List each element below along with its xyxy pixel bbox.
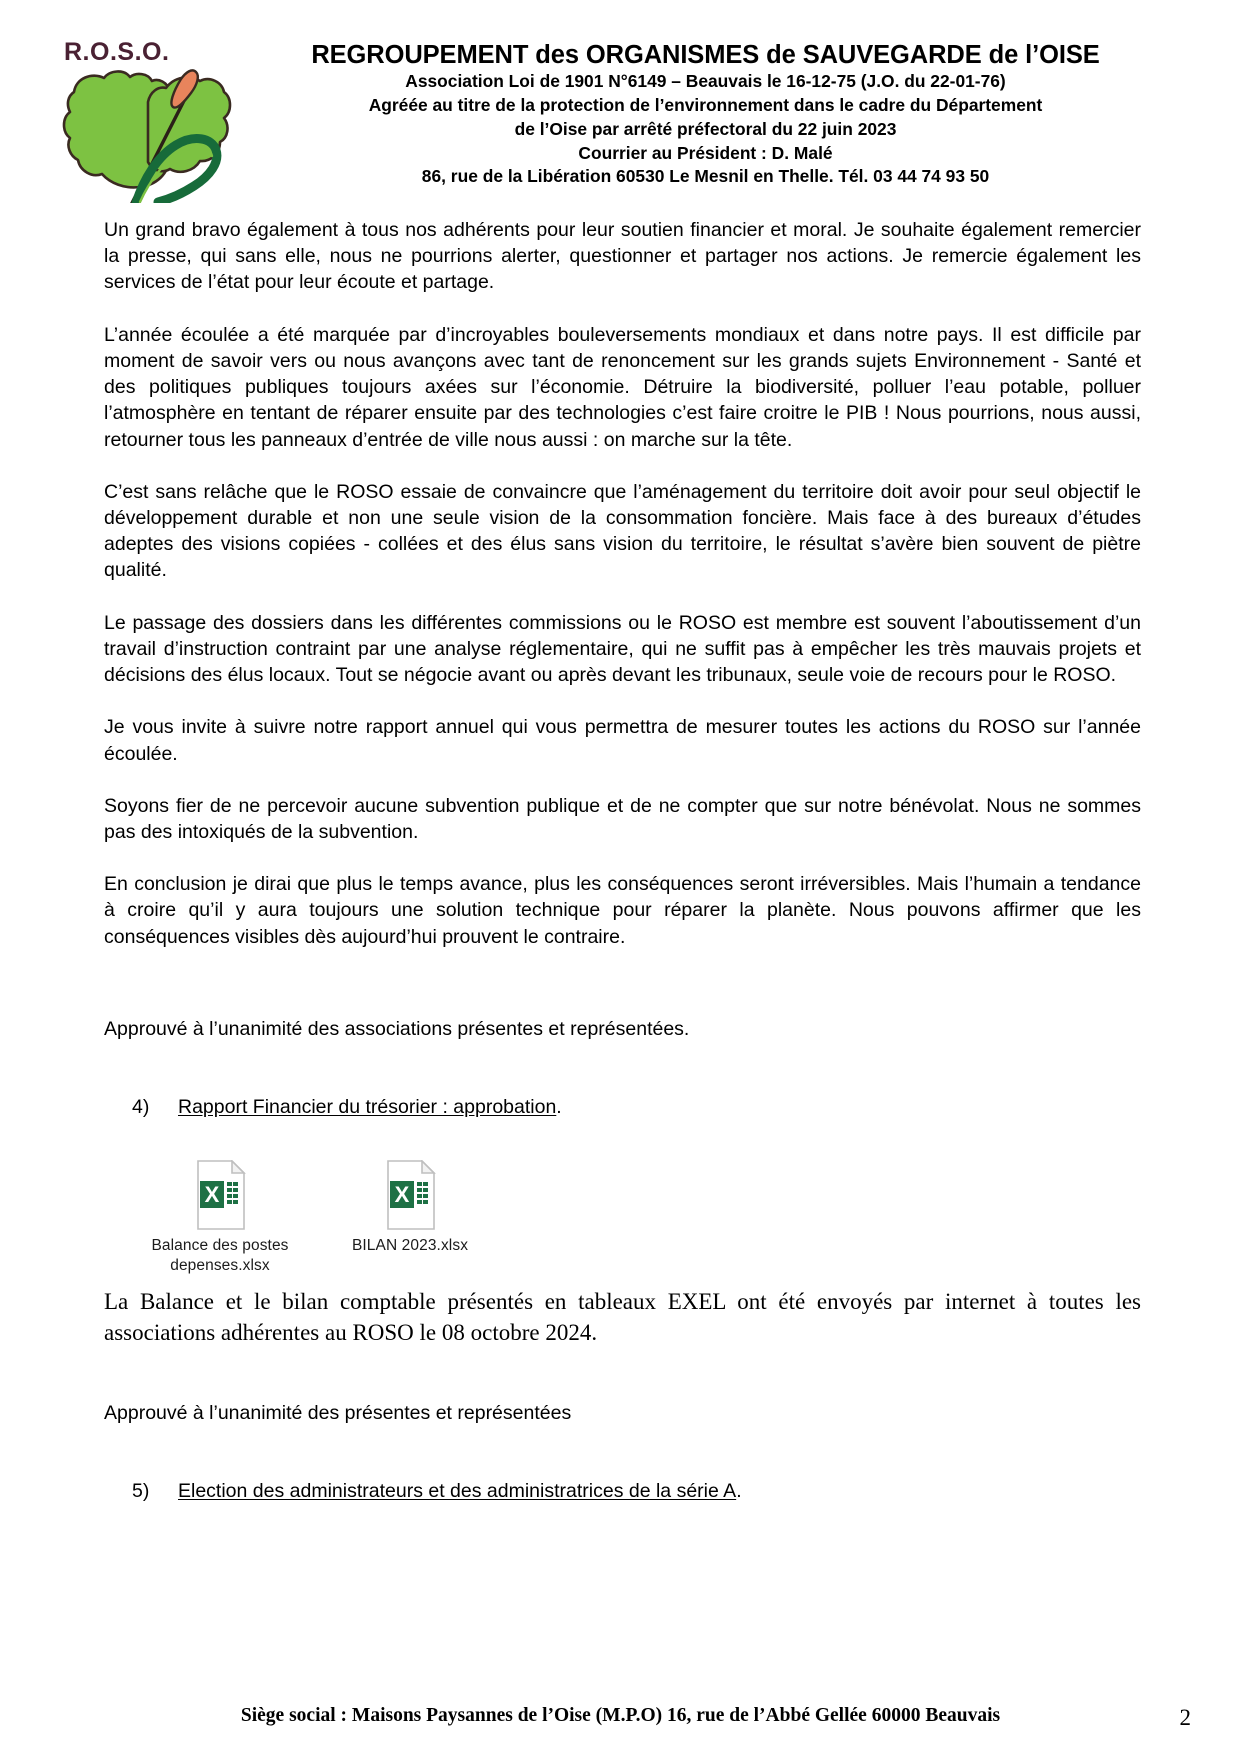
file-name-label: BILAN 2023.xlsx: [351, 1237, 469, 1255]
excel-file-icon: [191, 1160, 249, 1230]
approval-statement-associations: Approuvé à l’unanimité des associations présentes et représentées.: [104, 1017, 690, 1040]
logo-acronym-text: R.O.S.O.: [64, 38, 170, 66]
header-line-prefectoral: de l’Oise par arrêté préfectoral du 22 juin 2023: [514, 118, 897, 139]
agenda-item-5-period: .: [736, 1480, 742, 1503]
paragraph-no-subsidy: Soyons fier de ne percevoir aucune subvention publique et de ne compter que sur notre bénévolat. Nous ne sommes pas des intoxiqués de la subvention.: [104, 794, 1141, 843]
document-footer: [0, 1705, 1241, 1730]
agenda-item-4-title: Rapport Financier du trésorier : approbation: [178, 1096, 557, 1119]
paragraph-roso-mission: C’est sans relâche que le ROSO essaie de convaincre que l’aménagement du territoire doit avoir pour seul objectif le développement durable et non une seule vision de la consommation foncière. Mais face à des bureaux d’études adeptes des visions copiées - collées et des élus sans vision du territoire, le résultat s’avère bien souvent de piètre qualité.: [104, 480, 1141, 582]
agenda-item-5-list: [104, 1478, 1141, 1504]
spacer: [104, 976, 1141, 1016]
svg-text:X: X: [204, 1182, 220, 1208]
paragraph-commissions: Le passage des dossiers dans les différentes commissions ou le ROSO est membre est souvent l’aboutissement d’un travail d’instruction contraint par une analyse réglementaire, qui ne suffit pas à empêcher les très mauvais projets et décisions des élus locaux. Tout se négocie avant ou après devant les tribunaux, seule voie de recours pour le ROSO.: [104, 611, 1141, 687]
spacer: [104, 1426, 1141, 1478]
paragraph-conclusion: En conclusion je dirai que plus le temps avance, plus les conséquences seront irréversibles. Mais l’humain a tendance à croire qu’il y aura toujours une solution technique pour réparer la planète. Nous pouvons affirmer que les conséquences visibles dès aujourd’hui prouvent le contraire.: [104, 873, 1141, 948]
svg-text:X: X: [394, 1182, 410, 1208]
agenda-item-5-title: Election des administrateurs et des administratrices de la série A: [178, 1480, 737, 1503]
file-name-label: Balance des postes depenses.xlsx: [151, 1237, 289, 1275]
agenda-item-4-list: [104, 1094, 1141, 1120]
letterhead-header: [0, 0, 1241, 203]
agenda-item-4-period: .: [556, 1096, 562, 1119]
agenda-item-4: [132, 1094, 1141, 1120]
attached-files-row: [104, 1160, 1141, 1276]
page-number: 2: [1179, 1705, 1191, 1730]
agenda-item-5: [132, 1478, 1141, 1504]
header-line-agreement: Agréée au titre de la protection de l’environnement dans le cadre du Département: [368, 94, 1043, 115]
file-attachment-balance[interactable]: [146, 1160, 294, 1276]
header-text-block: [240, 28, 1201, 189]
paragraph-year-review: L’année écoulée a été marquée par d’incroyables bouleversements mondiaux et dans notre pays. Il est difficile par moment de savoir vers ou nous avançons avec tant de renoncement sur les grands sujets Environnement - Santé et des politiques publiques toujours axées sur l’économie. Détruire la biodiversité, polluer l’eau potable, polluer l’atmosphère en tentant de réparer ensuite par des technologies c’est faire croitre le PIB ! Nous pourrions, nous aussi, retourner tous les panneaux d’entrée de ville nous aussi : on marche sur la tête.: [104, 323, 1141, 451]
paragraph-annual-report: Je vous invite à suivre notre rapport annuel qui vous permettra de mesurer toutes les actions du ROSO sur l’année écoulée.: [104, 716, 1141, 765]
organization-title: REGROUPEMENT des ORGANISMES de SAUVEGARDE de l’OISE: [311, 41, 1100, 69]
agenda-item-5-number: 5): [132, 1480, 150, 1503]
paragraph-thanks: Un grand bravo également à tous nos adhérents pour leur soutien financier et moral. Je souhaite également remercier la presse, qui sans elle, nous ne pourrions alerter, questionner et partager nos actions. Je remercie également les services de l’état pour leur écoute et partage.: [104, 219, 1141, 294]
header-line-association: Association Loi de 1901 N°6149 – Beauvais le 16-12-75 (J.O. du 22-01-76): [405, 71, 1006, 92]
document-body: [0, 217, 1241, 1504]
file-attachment-bilan[interactable]: [336, 1160, 484, 1256]
header-line-address: 86, rue de la Libération 60530 Le Mesnil en Thelle. Tél. 03 44 74 93 50: [421, 166, 990, 187]
spacer: [104, 1042, 1141, 1094]
footer-address: Siège social : Maisons Paysannes de l’Oise (M.P.O) 16, rue de l’Abbé Gellée 60000 Beauvais: [240, 1705, 1001, 1726]
header-line-president: Courrier au Président : D. Malé: [578, 142, 833, 163]
spacer: [104, 1348, 1141, 1400]
agenda-item-4-number: 4): [132, 1096, 150, 1119]
excel-file-icon: [381, 1160, 439, 1230]
approval-statement-presentes: Approuvé à l’unanimité des présentes et représentées: [104, 1402, 572, 1424]
paragraph-balance-sent: La Balance et le bilan comptable présentés en tableaux EXEL ont été envoyés par internet à toutes les associations adhérentes au ROSO le 08 octobre 2024.: [104, 1288, 1141, 1345]
roso-leaf-cattail-logo: [40, 28, 240, 203]
